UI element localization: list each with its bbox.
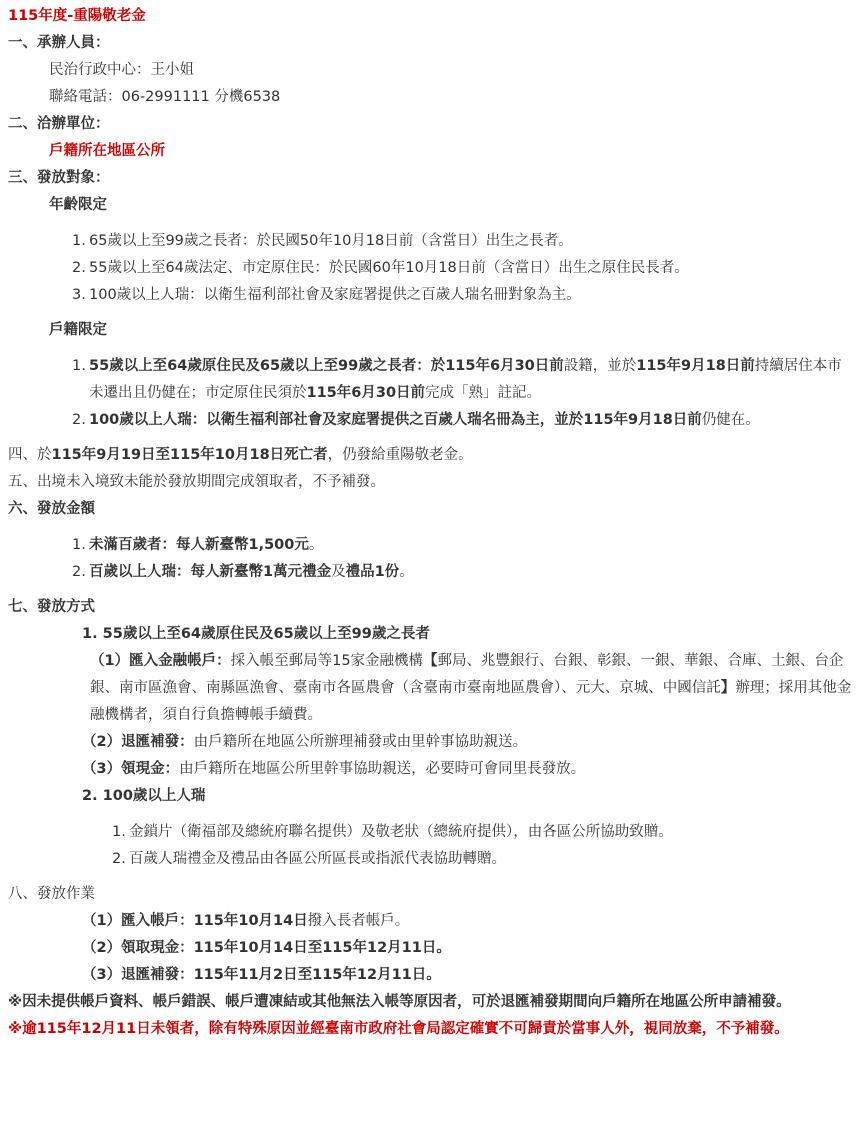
page-title: 115年度-重陽敬老金: [8, 8, 146, 24]
plain-text: 完成「熟」註記。: [425, 385, 542, 401]
section-2-heading: 二、洽辦單位：: [8, 116, 110, 132]
plain-text: 撥入長者帳戶。: [307, 913, 410, 929]
bold-text: 未滿百歲者：每人新臺幣1,500元: [89, 537, 309, 553]
plain-text: 及: [331, 564, 346, 580]
age-limit-list: [8, 228, 856, 309]
plain-text: 由戶籍所在地區公所辦理補發或由里幹事協助親送。: [193, 734, 528, 750]
section-5: 五、出境未入境致未能於發放期間完成領取者，不予補發。: [8, 474, 385, 490]
bold-text: 55歲以上至64歲原住民及65歲以上至99歲之長者：於115年6月30日前: [89, 358, 564, 374]
list-item: [8, 846, 856, 873]
method-sub2-title: 2. 100歲以上人瑞: [82, 788, 206, 804]
centenarian-list: [8, 819, 856, 873]
list-text: 100歲以上人瑞：以衛生福利部社會及家庭署提供之百歲人瑞名冊對象為主。: [89, 287, 581, 303]
list-text: 百歲人瑞禮金及禮品由各區公所區長或指派代表協助轉贈。: [129, 851, 506, 867]
plain-text: 。: [308, 537, 324, 553]
list-item: [8, 559, 856, 586]
list-item: [8, 407, 856, 434]
schedule-cash: （2）領取現金：115年10月14日至115年12月11日。: [82, 940, 451, 956]
section-8-heading: 八、發放作業: [8, 886, 95, 902]
bold-text: 115年9月18日前: [636, 358, 755, 374]
age-limit-label: 年齡限定: [49, 197, 107, 213]
list-item: [8, 228, 856, 255]
list-number: 2.: [72, 564, 86, 580]
method-returned-reissue: [8, 729, 856, 756]
note-deadline: ※逾115年12月11日未領者，除有特殊原因並經臺南市政府社會局認定確實不可歸責於當事人外，視同放棄，不予補發。: [8, 1021, 789, 1037]
bold-text: 禮品1份: [345, 564, 400, 580]
list-item: [8, 532, 856, 559]
plain-text: 由戶籍所在地區公所里幹事協助親送，必要時可會同里長發放。: [179, 761, 586, 777]
list-item: [8, 819, 856, 846]
plain-text: 仍健在。: [701, 412, 760, 428]
household-limit-label: 戶籍限定: [49, 322, 107, 338]
bold-text: 百歲以上人瑞：每人新臺幣1萬元禮金: [89, 564, 332, 580]
list-text: 55歲以上至64歲法定、市定原住民：於民國60年10月18日前（含當日）出生之原住民長者。: [89, 260, 689, 276]
section-4: [8, 442, 856, 469]
amount-list: [8, 532, 856, 586]
plain-text: 辦理；採用其他金融機構者，須自行負擔轉帳手續費。: [90, 680, 852, 723]
list-number: 1.: [112, 824, 126, 840]
list-number: 1.: [72, 537, 86, 553]
handling-unit: 戶籍所在地區公所: [49, 143, 165, 159]
list-number: 1.: [72, 233, 86, 249]
bold-text: （3）領現金：: [82, 761, 180, 777]
plain-text: 。: [399, 564, 414, 580]
bold-text: （2）退匯補發：: [82, 734, 194, 750]
list-number: 3.: [72, 287, 86, 303]
list-item: [8, 255, 856, 282]
plain-text: ，仍發給重陽敬老金。: [327, 447, 473, 463]
contact-phone: 聯絡電話：06-2991111 分機6538: [49, 89, 281, 105]
schedule-transfer: [8, 908, 856, 935]
list-item: [8, 282, 856, 309]
section-1-heading: 一、承辦人員：: [8, 35, 110, 51]
note-reissue: ※因未提供帳戶資料、帳戶錯誤、帳戶遭凍結或其他無法入帳等原因者，可於退匯補發期間向戶籍所在地區公所申請補發。: [8, 994, 791, 1010]
list-text: 金鎖片（衛福部及總統府聯名提供）及敬老狀（總統府提供），由各區公所協助致贈。: [129, 824, 673, 840]
bold-text: 115年6月30日前: [306, 385, 426, 401]
list-text: 65歲以上至99歲之長者：於民國50年10月18日前（含當日）出生之長者。: [89, 233, 573, 249]
method-sub1-title: 1. 55歲以上至64歲原住民及65歲以上至99歲之長者: [82, 626, 430, 642]
contact-office: 民治行政中心：王小姐: [49, 62, 194, 78]
section-3-heading: 三、發放對象：: [8, 170, 110, 186]
section-6-heading: 六、發放金額: [8, 501, 95, 517]
method-cash: [8, 756, 856, 783]
list-item: [8, 353, 856, 407]
list-number: 2.: [72, 260, 86, 276]
bold-text: 】: [720, 680, 736, 696]
plain-text: 郵局、兆豐銀行、台銀、彰銀、一銀、華銀、合庫、土銀、台企銀、南市區漁會、南縣區漁會、臺南市各區農會（含臺南市臺南地區農會）、元大、京城、中國信託: [90, 653, 844, 696]
list-number: 2.: [72, 412, 86, 428]
plain-text: 四、於: [8, 447, 52, 463]
list-number: 2.: [112, 851, 126, 867]
bold-text: 100歲以上人瑞：以衛生福利部社會及家庭署提供之百歲人瑞名冊為主，並於115年9月18日前: [89, 412, 702, 428]
method-bank-transfer: [8, 648, 856, 729]
schedule-reissue: （3）退匯補發：115年11月2日至115年12月11日。: [82, 967, 441, 983]
household-limit-list: [8, 353, 856, 434]
plain-text: 設籍，並於: [563, 358, 637, 374]
section-7-heading: 七、發放方式: [8, 599, 95, 615]
bold-text: （1）匯入帳戶：115年10月14日: [82, 913, 308, 929]
bold-text: （1）匯入金融帳戶：: [90, 653, 231, 669]
bold-text: 115年9月19日至115年10月18日死亡者: [51, 447, 328, 463]
list-number: 1.: [72, 358, 86, 374]
plain-text: 持續居住本市未遷出且仍健在；市定原住民須於: [89, 358, 842, 401]
bold-text: 【: [423, 653, 438, 669]
plain-text: 採入帳至郵局等15家金融機構: [230, 653, 424, 669]
